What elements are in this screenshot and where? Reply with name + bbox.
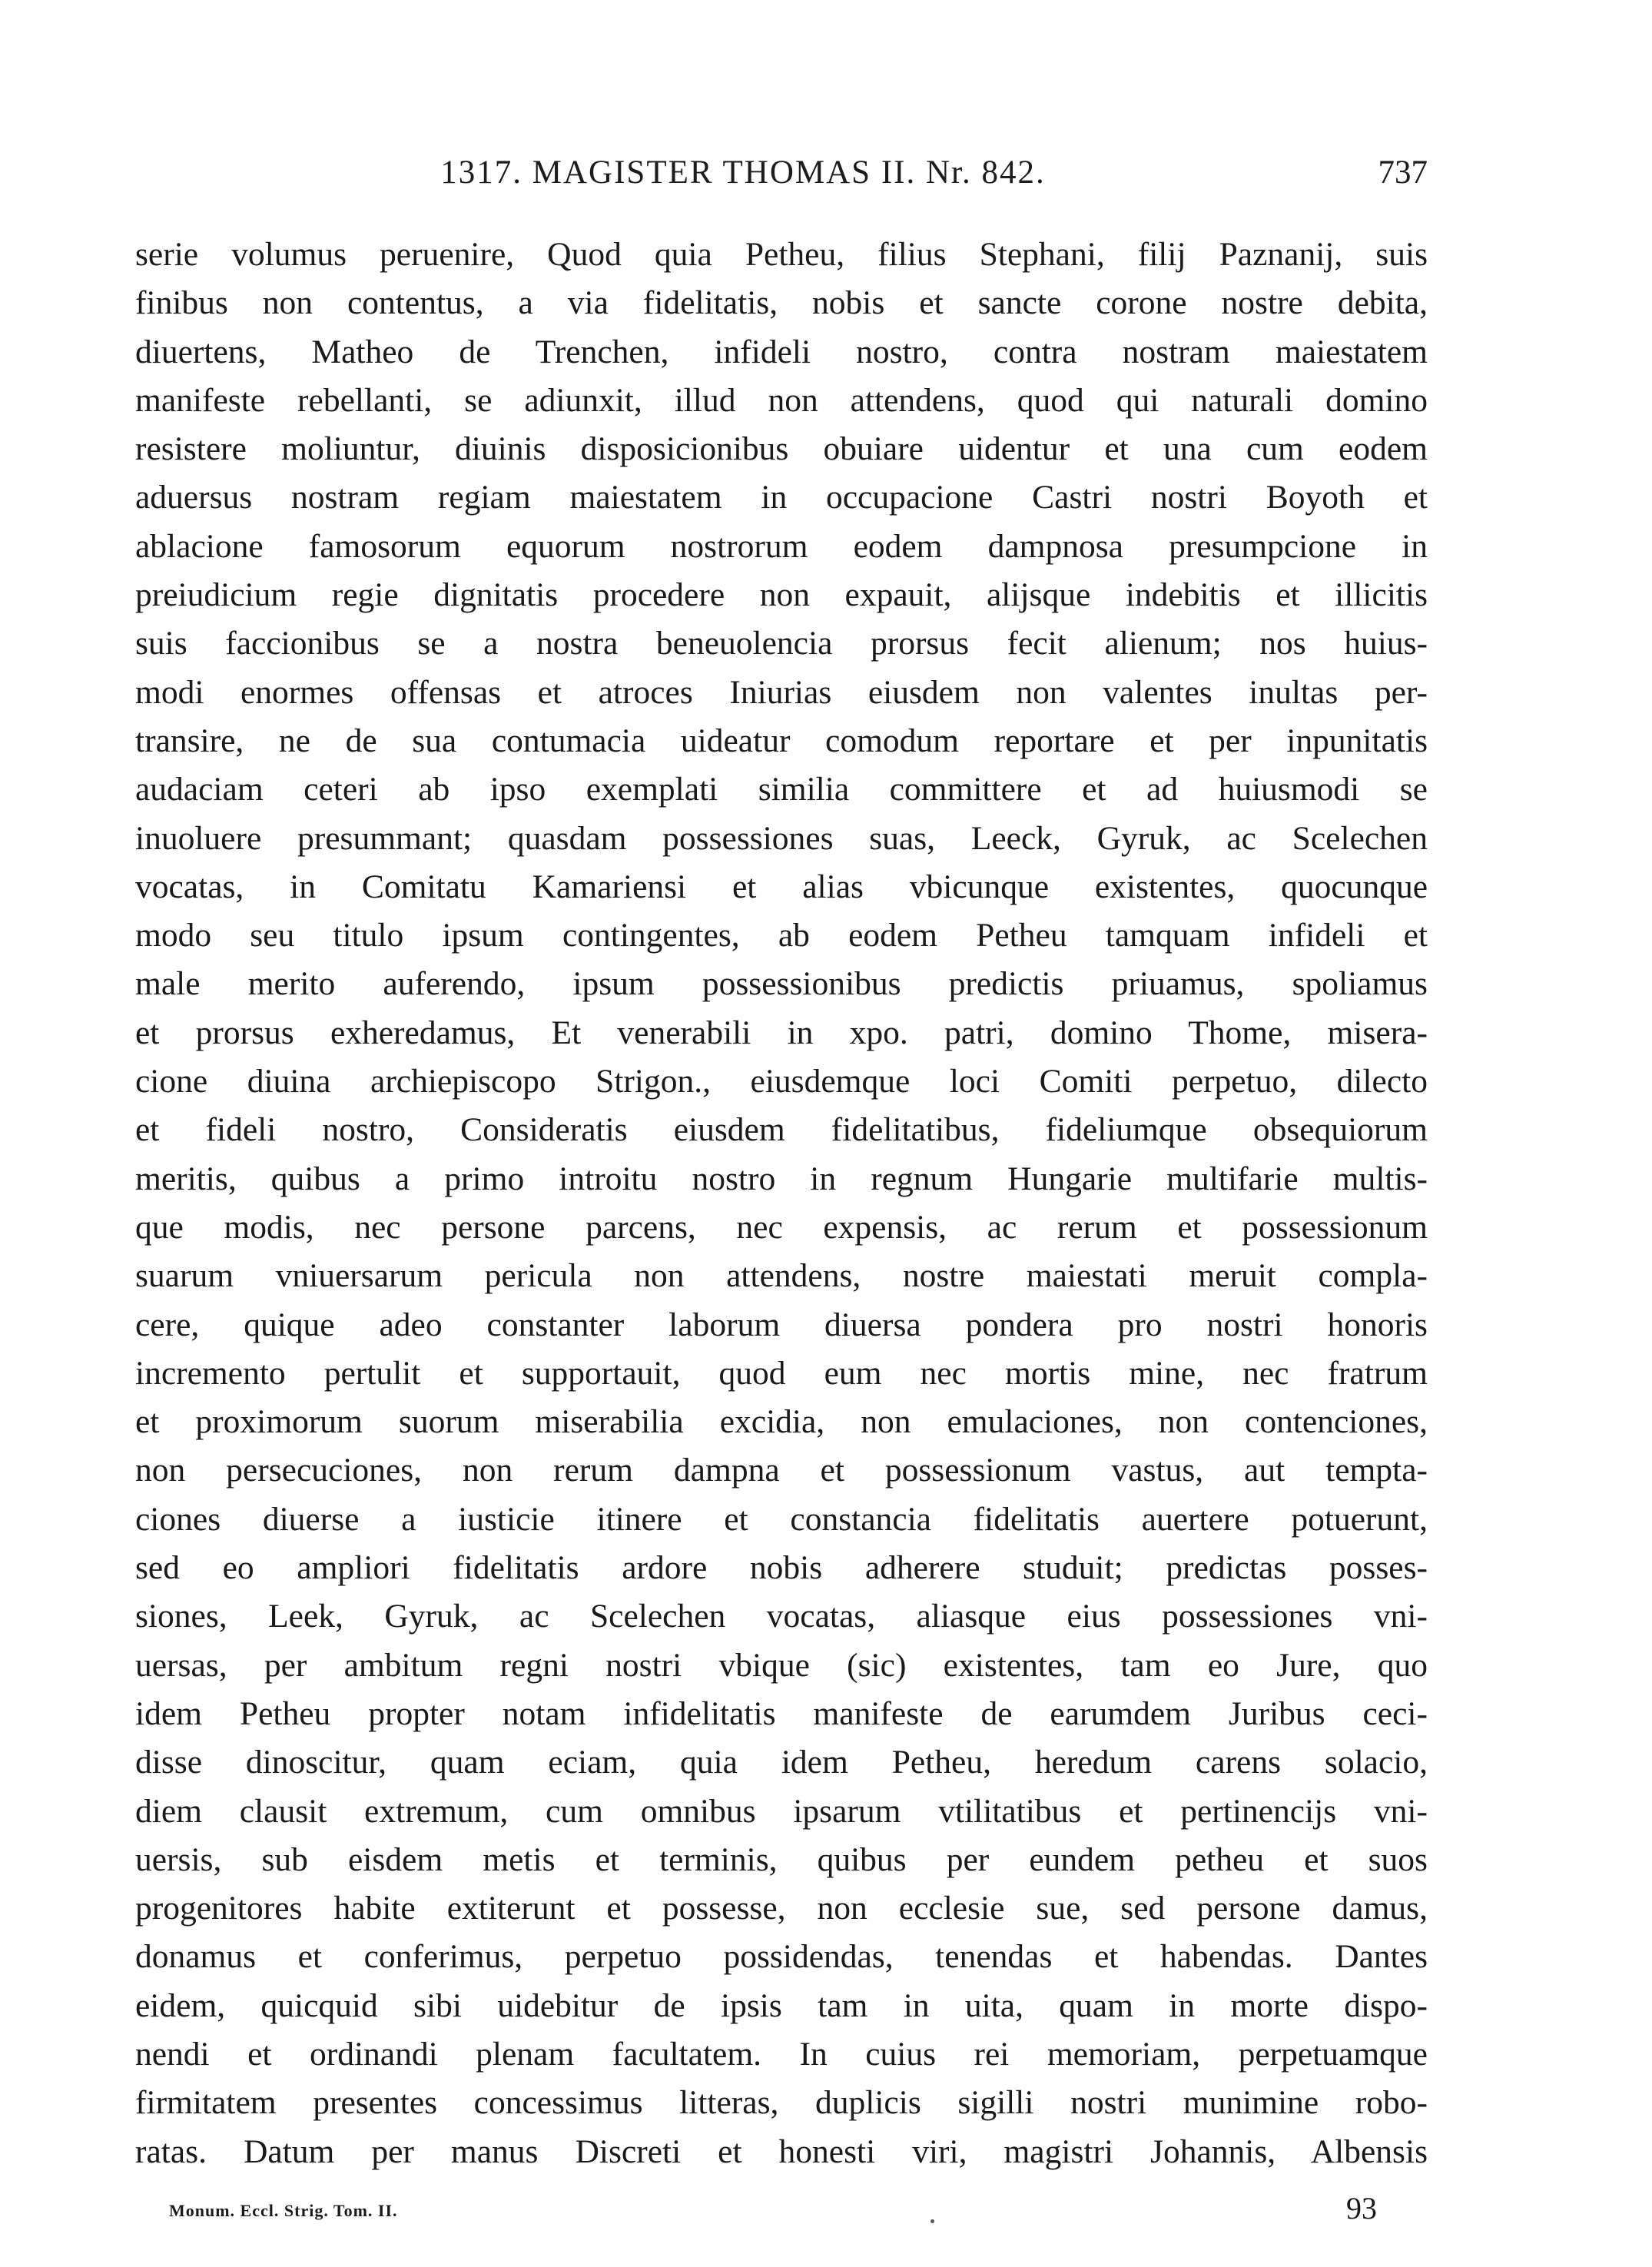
text-line: ciones diuerse a iusticie itinere et constancia fidelitatis auertere potuerunt, (135, 1500, 1428, 1538)
running-header (135, 154, 1428, 200)
text-line: incremento pertulit et supportauit, quod eum nec mortis mine, nec fratrum (135, 1354, 1428, 1392)
text-line: suarum vniuersarum pericula non attendens, nostre maiestati meruit compla- (135, 1257, 1428, 1295)
page-number: 737 (1378, 154, 1428, 191)
text-line: aduersus nostram regiam maiestatem in occupacione Castri nostri Boyoth et (135, 479, 1428, 516)
text-line: firmitatem presentes concessimus litteras, duplicis sigilli nostri munimine robo- (135, 2084, 1428, 2122)
text-line: progenitores habite extiterunt et possesse, non ecclesie sue, sed persone damus, (135, 1890, 1428, 1927)
text-line: male merito auferendo, ipsum possessionibus predictis priuamus, spoliamus (135, 965, 1428, 1003)
text-line: inuoluere presummant; quasdam possessiones suas, Leeck, Gyruk, ac Scelechen (135, 819, 1428, 857)
text-line: transire, ne de sua contumacia uideatur comodum reportare et per inpunitatis (135, 722, 1428, 759)
text-line: uersis, sub eisdem metis et terminis, quibus per eundem petheu et suos (135, 1840, 1428, 1878)
body-text (135, 231, 1428, 2176)
text-line: et prorsus exheredamus, Et venerabili in xpo. patri, domino Thome, misera- (135, 1014, 1428, 1051)
text-line: sed eo ampliori fidelitatis ardore nobis adherere studuit; predictas posses- (135, 1549, 1428, 1587)
text-line: manifeste rebellanti, se adiunxit, illud non attendens, quod qui naturali domino (135, 381, 1428, 419)
text-line: eidem, quicquid sibi uidebitur de ipsis tam in uita, quam in morte dispo- (135, 1987, 1428, 2024)
text-line: nendi et ordinandi plenam facultatem. In cuius rei memoriam, perpetuamque (135, 2035, 1428, 2073)
ink-speck (930, 2219, 934, 2223)
page-footer (135, 2190, 1428, 2236)
text-line: meritis, quibus a primo introitu nostro in regnum Hungarie multifarie multis- (135, 1160, 1428, 1197)
text-line: cere, quique adeo constanter laborum diuersa pondera pro nostri honoris (135, 1306, 1428, 1343)
text-line: disse dinoscitur, quam eciam, quia idem Petheu, heredum carens solacio, (135, 1744, 1428, 1781)
text-line: modi enormes offensas et atroces Iniurias eiusdem non valentes inultas per- (135, 673, 1428, 711)
text-line: et proximorum suorum miserabilia excidia, non emulaciones, non contenciones, (135, 1403, 1428, 1441)
text-line: cione diuina archiepiscopo Strigon., eiusdemque loci Comiti perpetuo, dilecto (135, 1063, 1428, 1100)
edition-reference: Monum. Eccl. Strig. Tom. II. (169, 2201, 398, 2220)
text-line: audaciam ceteri ab ipso exemplati similia committere et ad huiusmodi se (135, 771, 1428, 808)
text-line: diem clausit extremum, cum omnibus ipsarum vtilitatibus et pertinencijs vni- (135, 1792, 1428, 1830)
text-line: preiudicium regie dignitatis procedere non expauit, alijsque indebitis et illicitis (135, 576, 1428, 614)
text-line: resistere moliuntur, diuinis disposicionibus obuiare uidentur et una cum eodem (135, 430, 1428, 468)
text-line: finibus non contentus, a via fidelitatis, nobis et sancte corone nostre debita, (135, 284, 1428, 322)
text-line: donamus et conferimus, perpetuo possidendas, tenendas et habendas. Dantes (135, 1938, 1428, 1976)
text-line: vocatas, in Comitatu Kamariensi et alias vbicunque existentes, quocunque (135, 868, 1428, 905)
text-line: et fideli nostro, Consideratis eiusdem fidelitatibus, fideliumque obsequiorum (135, 1111, 1428, 1149)
running-title: 1317. MAGISTER THOMAS II. Nr. 842. (440, 154, 1046, 191)
text-line: non persecuciones, non rerum dampna et possessionum vastus, aut tempta- (135, 1452, 1428, 1489)
text-line: modo seu titulo ipsum contingentes, ab eodem Petheu tamquam infideli et (135, 917, 1428, 954)
text-line: diuertens, Matheo de Trenchen, infideli nostro, contra nostram maiestatem (135, 333, 1428, 370)
signature-mark: 93 (1346, 2191, 1377, 2226)
text-line: ablacione famosorum equorum nostrorum eodem dampnosa presumpcione in (135, 527, 1428, 565)
text-line: idem Petheu propter notam infidelitatis manifeste de earumdem Juribus ceci- (135, 1694, 1428, 1732)
text-line: que modis, nec persone parcens, nec expensis, ac rerum et possessionum (135, 1208, 1428, 1246)
text-line: suis faccionibus se a nostra beneuolencia prorsus fecit alienum; nos huius- (135, 625, 1428, 662)
text-line: serie volumus peruenire, Quod quia Petheu, filius Stephani, filij Paznanij, suis (135, 236, 1428, 273)
text-line: siones, Leek, Gyruk, ac Scelechen vocatas, aliasque eius possessiones vni- (135, 1598, 1428, 1635)
text-line: uersas, per ambitum regni nostri vbique (sic) existentes, tam eo Jure, quo (135, 1646, 1428, 1684)
text-line: ratas. Datum per manus Discreti et honesti viri, magistri Johannis, Albensis (135, 2133, 1428, 2170)
